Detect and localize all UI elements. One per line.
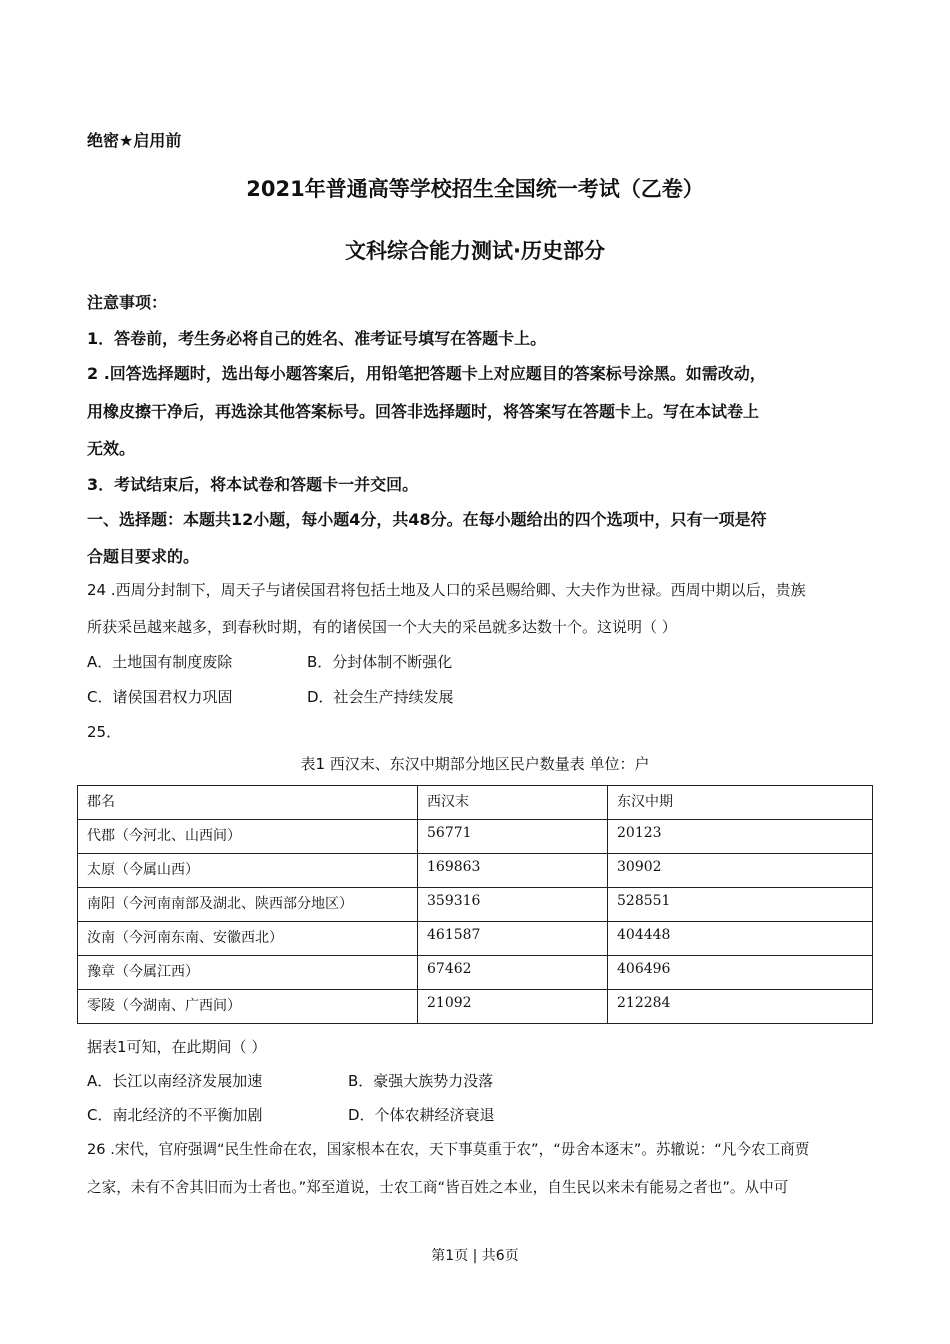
table-cell: 21092 xyxy=(418,990,608,1024)
table-cell: 359316 xyxy=(418,888,608,922)
secret-label: 绝密★启用前 xyxy=(87,131,182,150)
household-table xyxy=(77,785,873,1024)
notes-heading: 注意事项： xyxy=(87,293,168,312)
q25-option-b: B．豪强大族势力没落 xyxy=(348,1072,494,1090)
exam-subtitle: 文科综合能力测试·历史部分 xyxy=(345,239,605,263)
table-row xyxy=(78,956,873,990)
table-header-cell: 西汉末 xyxy=(418,786,608,820)
table-cell: 169863 xyxy=(418,854,608,888)
note-2-line-3: 无效。 xyxy=(87,439,136,458)
q24-option-c: C．诸侯国君权力巩固 xyxy=(87,688,233,706)
q26-stem-line-1: 26 .宋代，官府强调“民生性命在农，国家根本在农，天下事莫重于农”，“毋舍本逐末”。苏辙说：“凡今农工商贾 xyxy=(87,1141,810,1158)
table-cell: 豫章（今属江西） xyxy=(78,956,418,990)
table-cell: 代郡（今河北、山西间） xyxy=(78,820,418,854)
table-row xyxy=(78,854,873,888)
q24-option-d: D．社会生产持续发展 xyxy=(307,688,454,706)
table-cell: 零陵（今湖南、广西间） xyxy=(78,990,418,1024)
q24-option-a: A．土地国有制度废除 xyxy=(87,653,233,671)
note-3: 3．考试结束后，将本试卷和答题卡一并交回。 xyxy=(87,475,419,494)
table-cell: 南阳（今河南南部及湖北、陕西部分地区） xyxy=(78,888,418,922)
table-caption: 表1 西汉末、东汉中期部分地区民户数量表 单位：户 xyxy=(300,755,650,773)
q26-stem-line-2: 之家，未有不舍其旧而为士者也。”郑至道说，士农工商“皆百姓之本业，自生民以来未有能易之者也”。从中可 xyxy=(87,1179,789,1196)
note-1: 1．答卷前，考生务必将自己的姓名、准考证号填写在答题卡上。 xyxy=(87,329,547,348)
table-row xyxy=(78,888,873,922)
note-2-line-1: 2 .回答选择题时，选出每小题答案后，用铅笔把答题卡上对应题目的答案标号涂黑。如需改动， xyxy=(87,364,766,383)
table-cell: 20123 xyxy=(608,820,873,854)
table-cell: 406496 xyxy=(608,956,873,990)
table-row xyxy=(78,820,873,854)
table-row xyxy=(78,922,873,956)
table-cell: 461587 xyxy=(418,922,608,956)
q25-option-c: C．南北经济的不平衡加剧 xyxy=(87,1106,263,1124)
table-cell: 汝南（今河南东南、安徽西北） xyxy=(78,922,418,956)
table-cell: 太原（今属山西） xyxy=(78,854,418,888)
section-heading-line-1: 一、选择题：本题共12小题，每小题4分，共48分。在每小题给出的四个选项中，只有一项是符 xyxy=(87,510,767,529)
note-2-line-2: 用橡皮擦干净后，再选涂其他答案标号。回答非选择题时，将答案写在答题卡上。写在本试卷上 xyxy=(87,402,760,421)
table-header-cell: 东汉中期 xyxy=(608,786,873,820)
table-cell: 528551 xyxy=(608,888,873,922)
q24-stem-line-1: 24 .西周分封制下，周天子与诸侯国君将包括土地及人口的采邑赐给卿、大夫作为世禄。西周中期以后，贵族 xyxy=(87,581,806,599)
q25-option-d: D．个体农耕经济衰退 xyxy=(348,1106,495,1124)
q24-option-b: B．分封体制不断强化 xyxy=(307,653,453,671)
q25-option-a: A．长江以南经济发展加速 xyxy=(87,1072,263,1090)
q25-number: 25． xyxy=(87,723,122,741)
exam-title: 2021年普通高等学校招生全国统一考试（乙卷） xyxy=(246,177,704,201)
q24-stem-line-2: 所获采邑越来越多，到春秋时期，有的诸侯国一个大夫的采邑就多达数十个。这说明（ ） xyxy=(87,618,677,636)
table-cell: 30902 xyxy=(608,854,873,888)
table-cell: 67462 xyxy=(418,956,608,990)
page-footer: 第1页 | 共6页 xyxy=(431,1248,519,1264)
table-cell: 56771 xyxy=(418,820,608,854)
table-header-row xyxy=(78,786,873,820)
table-row xyxy=(78,990,873,1024)
q25-stem: 据表1可知，在此期间（ ） xyxy=(87,1038,267,1056)
table-cell: 212284 xyxy=(608,990,873,1024)
section-heading-line-2: 合题目要求的。 xyxy=(87,547,200,566)
table-cell: 404448 xyxy=(608,922,873,956)
table-header-cell: 郡名 xyxy=(78,786,418,820)
